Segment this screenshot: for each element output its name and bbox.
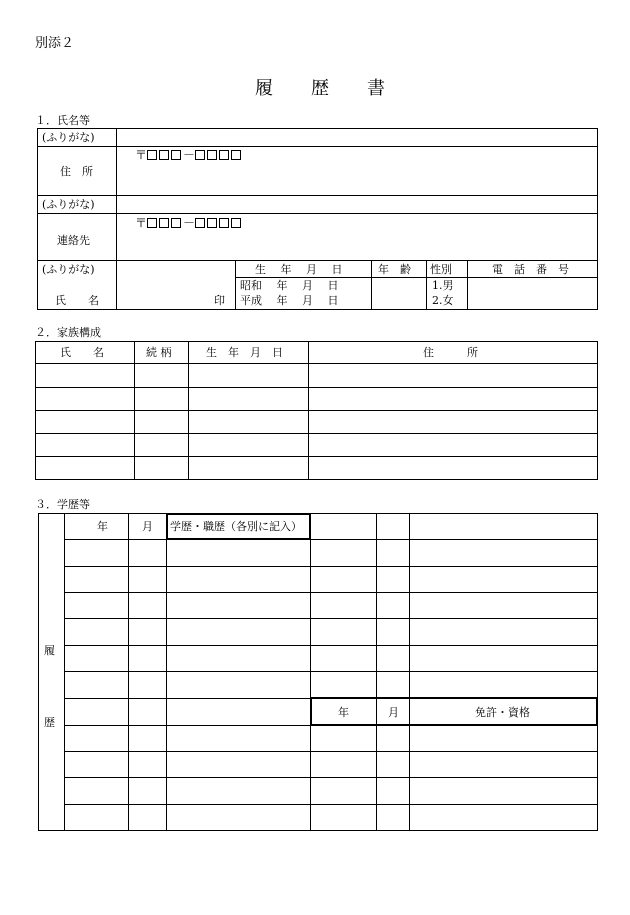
history-col-month: 月 [142,520,153,533]
name-label: 氏 名 [55,294,99,307]
side-label-2: 歴 [44,716,55,729]
license-col-month: 月 [388,706,399,719]
postal-code-2: 〒 － [135,217,243,229]
family-col-relation: 続 柄 [146,346,172,359]
seal-mark: 印 [214,294,225,307]
furigana-label-1: (ふりがな) [42,131,95,144]
sex-option-male: 1.男 [432,279,454,292]
age-header: 年 齢 [378,263,411,276]
address-label: 住 所 [60,165,93,178]
phone-header: 電 話 番 号 [492,263,569,276]
page-title: 履歴書 [255,78,423,99]
license-col-qualification: 免許・資格 [475,706,530,719]
birthdate-era-showa: 昭和 年 月 日 [240,279,339,292]
license-col-year: 年 [338,706,349,719]
birthdate-header: 生 年 月 日 [255,263,343,276]
section3-heading: ３．学歴等 [35,498,90,511]
section2-heading: ２．家族構成 [35,326,101,339]
history-col-year: 年 [97,520,108,533]
family-col-name: 氏 名 [60,346,104,359]
history-col-description: 学歴・職歴（各別に記入） [170,520,302,533]
side-label-1: 履 [44,644,55,657]
sex-option-female: 2.女 [432,294,454,307]
furigana-label-2: (ふりがな) [42,198,95,211]
attachment-label: 別添２ [35,36,75,51]
section1-heading: １．氏名等 [35,114,90,127]
sex-header: 性別 [430,263,452,276]
birthdate-era-heisei: 平成 年 月 日 [240,294,339,307]
family-col-address: 住 所 [423,346,478,359]
postal-code-1: 〒 － [135,149,243,161]
contact-label: 連絡先 [57,234,90,247]
family-col-birthdate: 生 年 月 日 [206,346,283,359]
furigana-label-3: (ふりがな) [42,263,95,276]
